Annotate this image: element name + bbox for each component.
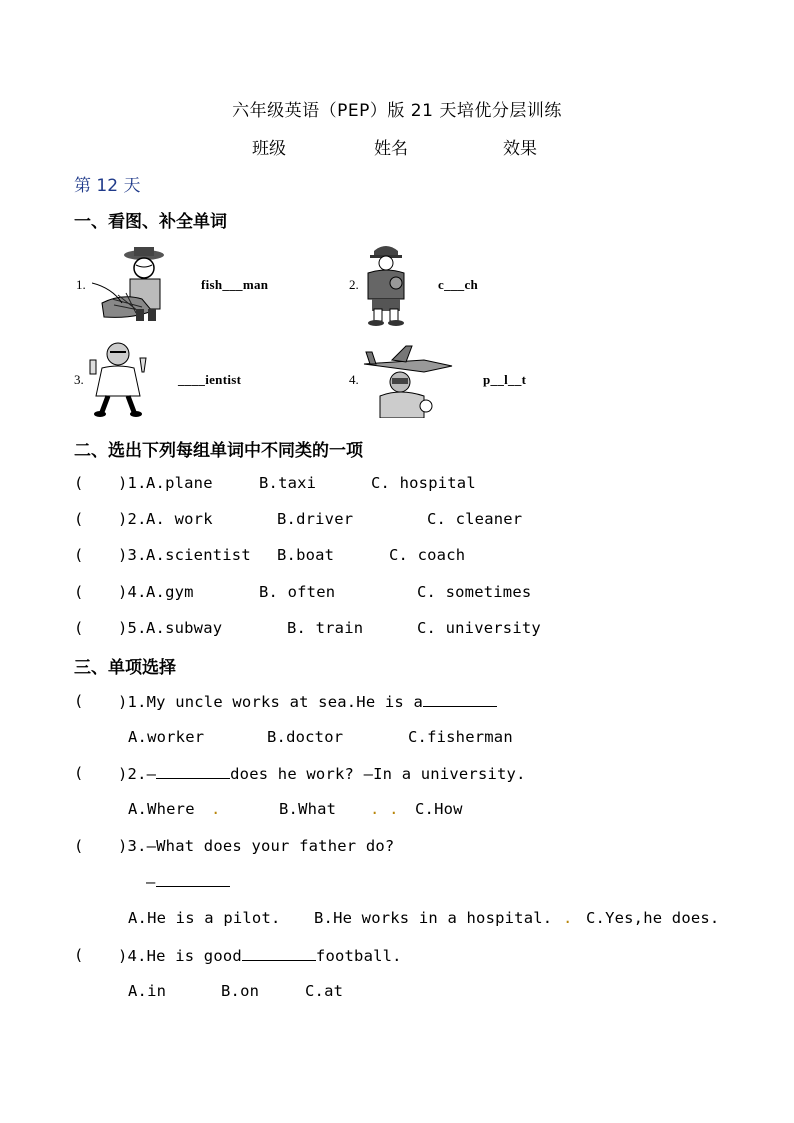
s2-row4-num: )4. (118, 583, 147, 601)
section2-title: 二、选出下列每组单词中不同类的一项 (74, 441, 363, 461)
s3-q2-dot1: . (211, 800, 221, 818)
s3-q2-a: A.Where (128, 800, 195, 818)
s3-q1-c: C.fisherman (408, 728, 513, 746)
s3-q1-stem-text: )1.My uncle works at sea.He is a (118, 693, 424, 711)
s3-q1-stem (118, 692, 497, 711)
s2-row2-c: C. cleaner (427, 510, 523, 528)
s2-row2-paren: ( (74, 510, 84, 528)
s3-q3-answer-line (146, 872, 230, 891)
s2-row4-paren: ( (74, 583, 84, 601)
name-label: 姓名 (374, 139, 408, 159)
item4-word: p__l__t (483, 372, 527, 387)
s2-row1-b: B.taxi (259, 474, 317, 492)
item4-number: 4. (349, 372, 359, 387)
scientist-icon (88, 340, 150, 418)
s2-row4-c: C. sometimes (417, 583, 532, 601)
s2-row1-num: )1. (118, 474, 147, 492)
s2-row3-num: )3. (118, 546, 147, 564)
s2-row3-a: A.scientist (146, 546, 251, 564)
s2-row5-c: C. university (417, 619, 541, 637)
s3-q3-dot: . (563, 909, 573, 927)
s3-q2-b: B.What (279, 800, 337, 818)
item3-number: 3. (74, 372, 84, 387)
s3-q4-c: C.at (305, 982, 344, 1000)
s3-q2-c: C.How (415, 800, 463, 818)
s2-row5-paren: ( (74, 619, 84, 637)
item2-word: c___ch (438, 277, 479, 292)
item1-number: 1. (76, 277, 86, 292)
s2-row2-b: B.driver (277, 510, 354, 528)
s2-row4-b: B. often (259, 583, 336, 601)
s2-row5-a: A.subway (146, 619, 223, 637)
item3-word: ____ientist (178, 372, 242, 387)
s3-q4-a: A.in (128, 982, 167, 1000)
s3-q4-b: B.on (221, 982, 260, 1000)
page-title: 六年级英语（PEP）版 21 天培优分层训练 (232, 101, 562, 121)
s3-q1-a: A.worker (128, 728, 205, 746)
s2-row3-c: C. coach (389, 546, 466, 564)
s3-q4-paren: ( (74, 946, 84, 964)
s3-q3-b: B.He works in a hospital. (314, 909, 553, 927)
section1-title: 一、看图、补全单词 (74, 212, 227, 232)
s3-q2-stem-post: does he work? —In a university. (230, 765, 526, 783)
s3-q3-a: A.He is a pilot. (128, 909, 281, 927)
s3-q4-stem (118, 946, 402, 965)
s3-q4-blank[interactable] (242, 946, 316, 961)
s3-q1-blank[interactable] (423, 692, 497, 707)
s2-row5-b: B. train (287, 619, 364, 637)
s3-q3-paren: ( (74, 837, 84, 855)
pilot-icon (362, 342, 456, 418)
s2-row5-num: )5. (118, 619, 147, 637)
day-label: 第 12 天 (74, 176, 141, 196)
s3-q3-blank[interactable] (156, 872, 230, 887)
item1-word: fish___man (201, 277, 269, 292)
s2-row1-a: A.plane (146, 474, 213, 492)
s3-q3-c: C.Yes,he does. (586, 909, 720, 927)
s2-row4-a: A.gym (146, 583, 194, 601)
coach-icon (360, 243, 410, 327)
s3-q3-dash: — (146, 873, 156, 891)
section3-title: 三、单项选择 (74, 658, 176, 678)
s3-q2-blank[interactable] (156, 764, 230, 779)
s3-q4-stem-pre: )4.He is good (118, 947, 242, 965)
s3-q2-paren: ( (74, 764, 84, 782)
s3-q3-stem: )3.—What does your father do? (118, 837, 395, 855)
s3-q2-dot2: . . (370, 800, 399, 818)
s2-row1-paren: ( (74, 474, 84, 492)
s3-q2-stem (118, 764, 526, 783)
s2-row2-num: )2. (118, 510, 147, 528)
s2-row1-c: C. hospital (371, 474, 476, 492)
result-label: 效果 (503, 139, 537, 159)
s3-q1-b: B.doctor (267, 728, 344, 746)
class-label: 班级 (252, 139, 286, 159)
s2-row3-b: B.boat (277, 546, 335, 564)
s2-row3-paren: ( (74, 546, 84, 564)
s3-q2-stem-pre: )2.— (118, 765, 157, 783)
fisherman-icon (92, 243, 178, 323)
s2-row2-a: A. work (146, 510, 213, 528)
s3-q1-paren: ( (74, 692, 84, 710)
s3-q4-stem-post: football. (315, 947, 402, 965)
item2-number: 2. (349, 277, 359, 292)
